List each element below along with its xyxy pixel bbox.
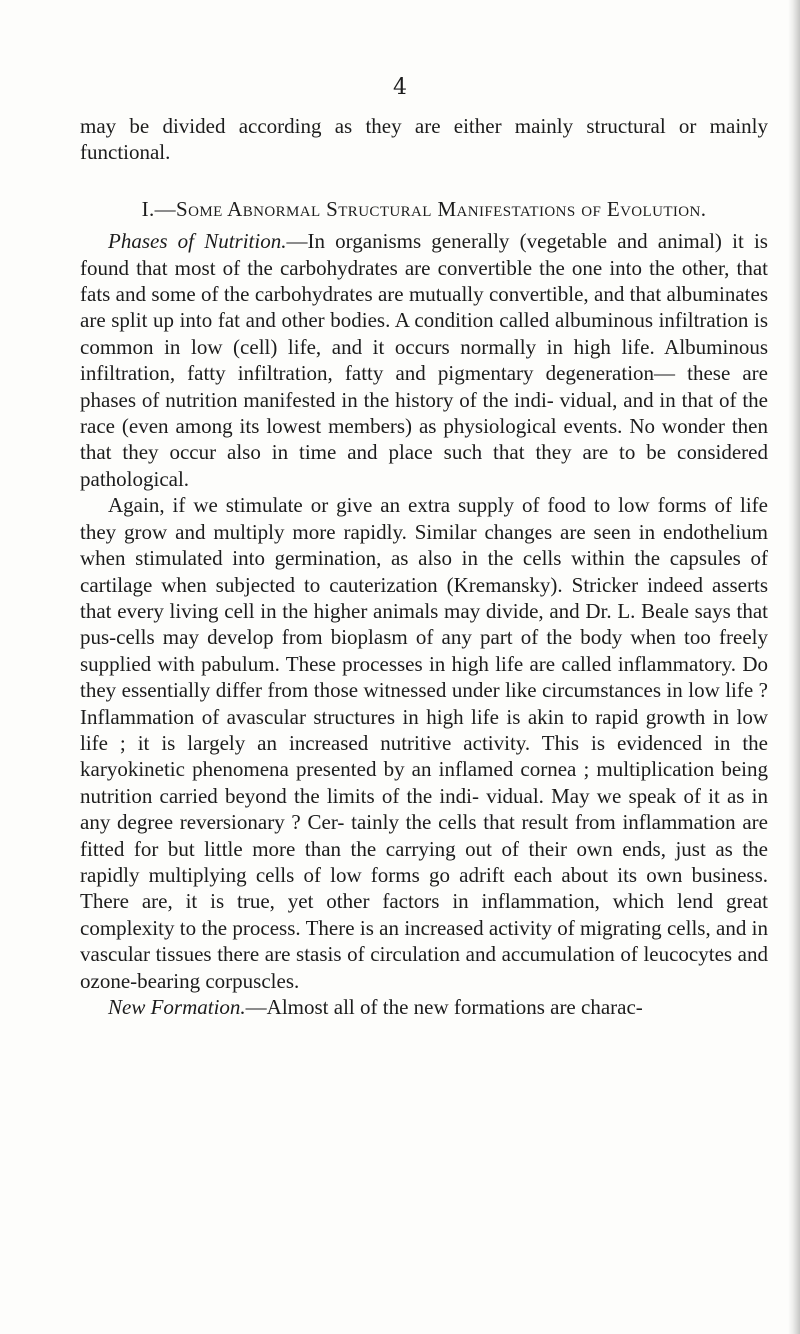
paragraph-text: —In organisms generally (vegetable and animal) it is found that most of the carbohydrates are convertible the one into the other, that fats and some of the carbohydrates are mutually convertible, and that albuminates are split up into fat and other bodies. A condition called albuminous infiltration is common in low (cell) life, and it occurs normally in high life. Albuminous infiltration, fatty infiltration, fatty and pigmentary degeneration— these are phases of nutrition manifested in the history of the indi- vidual, and in that of the race (even among its lowest members) as physiological events. No wonder then that they occur also in time and place such that they are to be considered pathological. — [80, 229, 768, 491]
paragraph-lead: New Formation. — [108, 995, 246, 1019]
section-heading — [80, 196, 768, 222]
intro-paragraph: may be divided according as they are either mainly structural or mainly functional. — [80, 114, 768, 165]
paragraph-text: Again, if we stimulate or give an extra supply of food to low forms of life they grow and multiply more rapidly. Similar changes are seen in endothelium when stimulated into germination, as also in the cells within the capsules of cartilage when subjected to cauterization (Kremansky). Stricker indeed asserts that every living cell in the higher animals may divide, and Dr. L. Beale says that pus-cells may develop from bioplasm of any part of the body when too freely supplied with pabulum. These processes in high life are called inflammatory. Do they essentially differ from those witnessed under like circumstances in low life ? Inflammation of avascular structures in high life is akin to rapid growth in low life ; it is largely an increased nutritive activity. This is evidenced in the karyokinetic phenomena presented by an inflamed cornea ; multiplication being nutrition carried beyond the limits of the indi- vidual. May we speak of it as in any degree reversionary ? Cer- tainly the cells that result from inflammation are fitted for but little more than the carrying out of their own ends, just as the rapidly multiplying cells of low forms go adrift each about its own business. There are, it is true, yet other factors in inflammation, which lend great complexity to the process. There is an increased activity of migrating cells, and in vascular tissues there are stasis of circulation and accumulation of leucocytes and ozone-bearing corpuscles. — [80, 493, 768, 993]
section-numeral: I. — [141, 196, 155, 221]
section-title: Some Abnormal Structural Manifestations of Evolution. — [176, 196, 707, 221]
body-text — [80, 113, 768, 1020]
page-number: 4 — [393, 75, 407, 100]
paragraph-phases-of-nutrition — [80, 228, 768, 492]
paragraph-text: —Almost all of the new formations are charac- — [245, 995, 643, 1019]
paragraph-new-formation — [80, 994, 768, 1020]
section-dash: — — [154, 196, 177, 221]
paragraph-lead: Phases of Nutrition. — [108, 229, 287, 254]
paragraph-again — [80, 492, 768, 994]
page-edge-shadow — [788, 0, 800, 1334]
